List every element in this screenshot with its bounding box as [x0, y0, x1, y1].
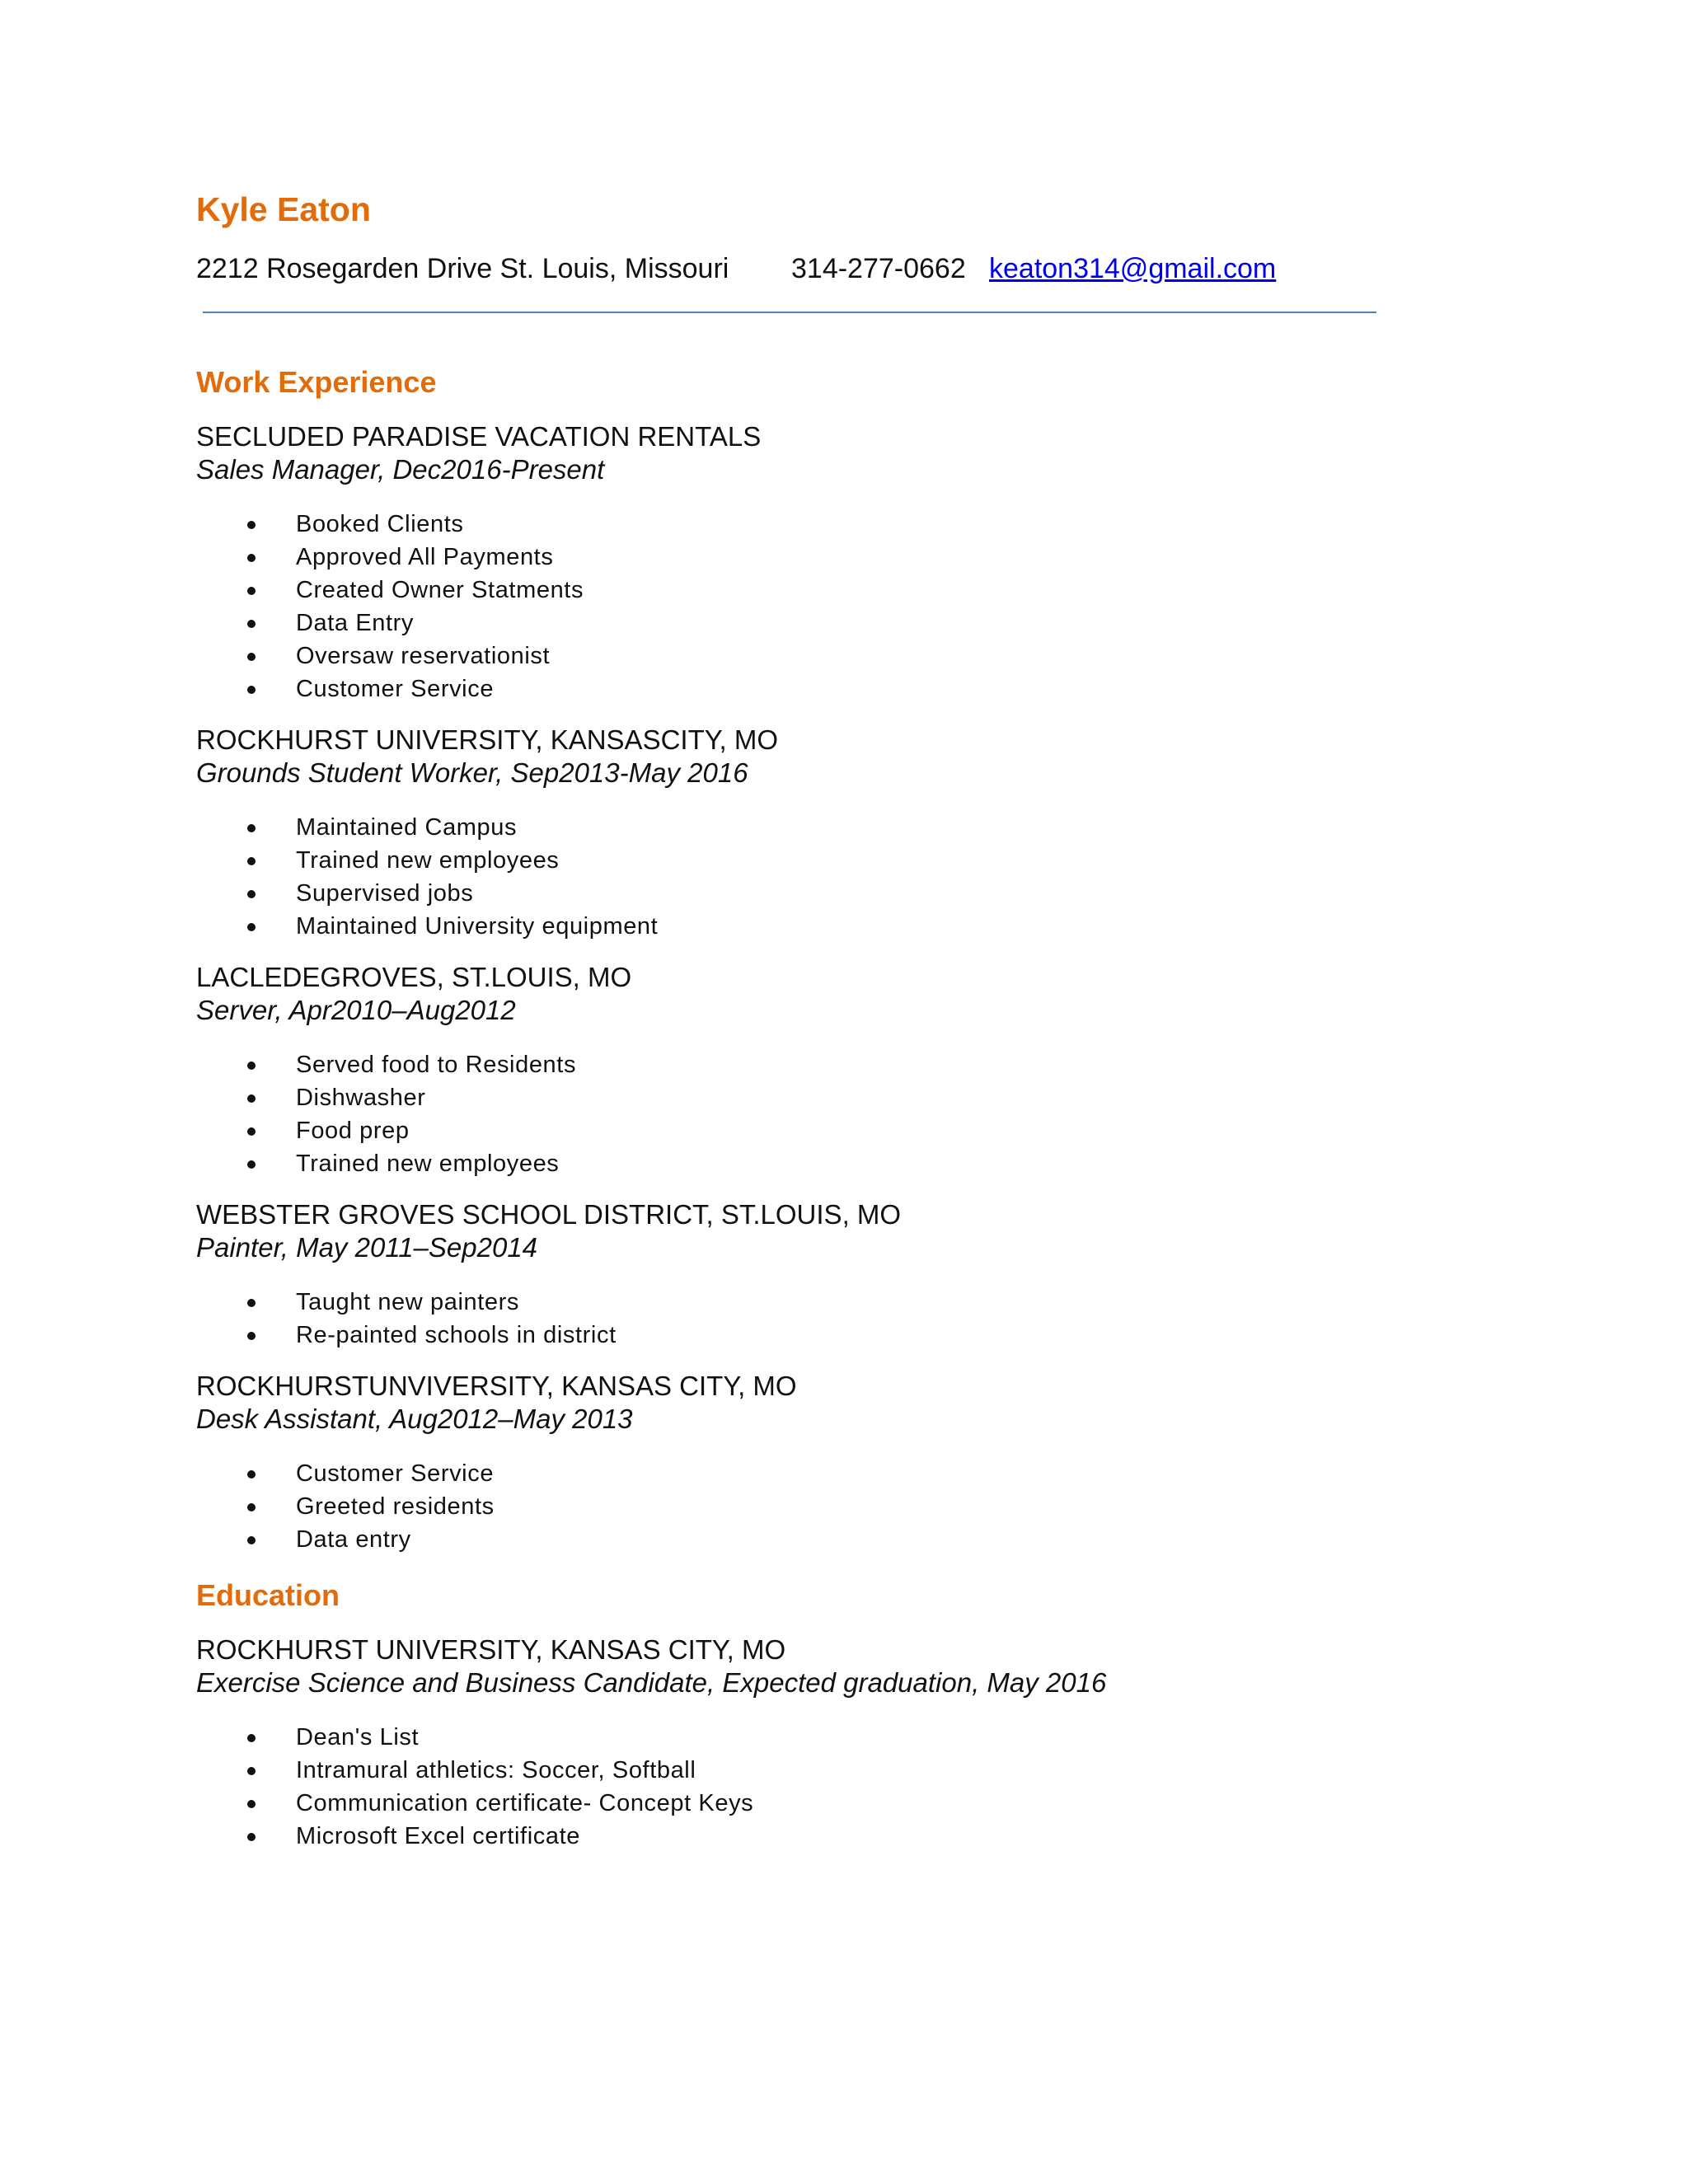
list-item: Greeted residents — [196, 1490, 1432, 1523]
list-item: Dean's List — [196, 1721, 1432, 1754]
list-item: Data Entry — [196, 607, 1432, 640]
list-item: Approved All Payments — [196, 541, 1432, 574]
job-duties-list — [196, 1286, 1432, 1352]
list-item: Trained new employees — [196, 1147, 1432, 1180]
list-item: Data entry — [196, 1523, 1432, 1556]
school-name: ROCKHURST UNIVERSITY, KANSAS CITY, MO — [196, 1634, 786, 1665]
list-item: Maintained University equipment — [196, 910, 1432, 943]
list-item: Microsoft Excel certificate — [196, 1820, 1432, 1853]
job-entry — [196, 961, 1432, 1180]
list-item: Re-painted schools in district — [196, 1319, 1432, 1352]
list-item: Maintained Campus — [196, 811, 1432, 844]
phone-number: 314-277-0662 — [791, 253, 966, 284]
job-entry — [196, 724, 1432, 943]
job-entry — [196, 1198, 1432, 1352]
list-item: Intramural athletics: Soccer, Softball — [196, 1754, 1432, 1787]
job-duties-list — [196, 1457, 1432, 1556]
list-item: Oversaw reservationist — [196, 640, 1432, 673]
contact-line — [196, 251, 1432, 287]
job-duties-list — [196, 1048, 1432, 1180]
list-item: Food prep — [196, 1114, 1432, 1147]
job-entry — [196, 420, 1432, 705]
list-item: Booked Clients — [196, 508, 1432, 541]
list-item: Dishwasher — [196, 1081, 1432, 1114]
list-item: Trained new employees — [196, 844, 1432, 877]
resume-content — [196, 186, 1432, 1853]
degree-info: Exercise Science and Business Candidate, Expected graduation, May 2016 — [196, 1667, 1107, 1698]
job-organization: LACLEDEGROVES, ST.LOUIS, MO — [196, 962, 632, 992]
education-entry — [196, 1633, 1432, 1853]
job-organization: ROCKHURST UNIVERSITY, KANSASCITY, MO — [196, 724, 778, 755]
job-role: Grounds Student Worker, Sep2013-May 2016 — [196, 757, 748, 788]
candidate-name: Kyle Eaton — [196, 190, 371, 228]
list-item: Customer Service — [196, 1457, 1432, 1490]
job-role: Painter, May 2011–Sep2014 — [196, 1232, 538, 1263]
job-entry — [196, 1370, 1432, 1556]
work-experience-heading: Work Experience — [196, 365, 437, 399]
job-organization: SECLUDED PARADISE VACATION RENTALS — [196, 421, 762, 452]
list-item: Created Owner Statments — [196, 574, 1432, 607]
job-organization: WEBSTER GROVES SCHOOL DISTRICT, ST.LOUIS, MO — [196, 1199, 902, 1230]
education-heading: Education — [196, 1578, 340, 1612]
job-role: Desk Assistant, Aug2012–May 2013 — [196, 1404, 633, 1434]
job-duties-list — [196, 508, 1432, 705]
list-item: Customer Service — [196, 673, 1432, 705]
job-organization: ROCKHURSTUNVIVERSITY, KANSAS CITY, MO — [196, 1371, 797, 1401]
address: 2212 Rosegarden Drive St. Louis, Missouri — [196, 253, 729, 284]
email-link[interactable]: keaton314@gmail.com — [989, 253, 1277, 284]
list-item: Taught new painters — [196, 1286, 1432, 1319]
list-item: Supervised jobs — [196, 877, 1432, 910]
job-role: Sales Manager, Dec2016-Present — [196, 454, 605, 485]
header-divider — [203, 312, 1376, 313]
list-item: Communication certificate- Concept Keys — [196, 1787, 1432, 1820]
list-item: Served food to Residents — [196, 1048, 1432, 1081]
job-duties-list — [196, 811, 1432, 943]
education-achievements-list — [196, 1721, 1432, 1853]
job-role: Server, Apr2010–Aug2012 — [196, 995, 516, 1025]
